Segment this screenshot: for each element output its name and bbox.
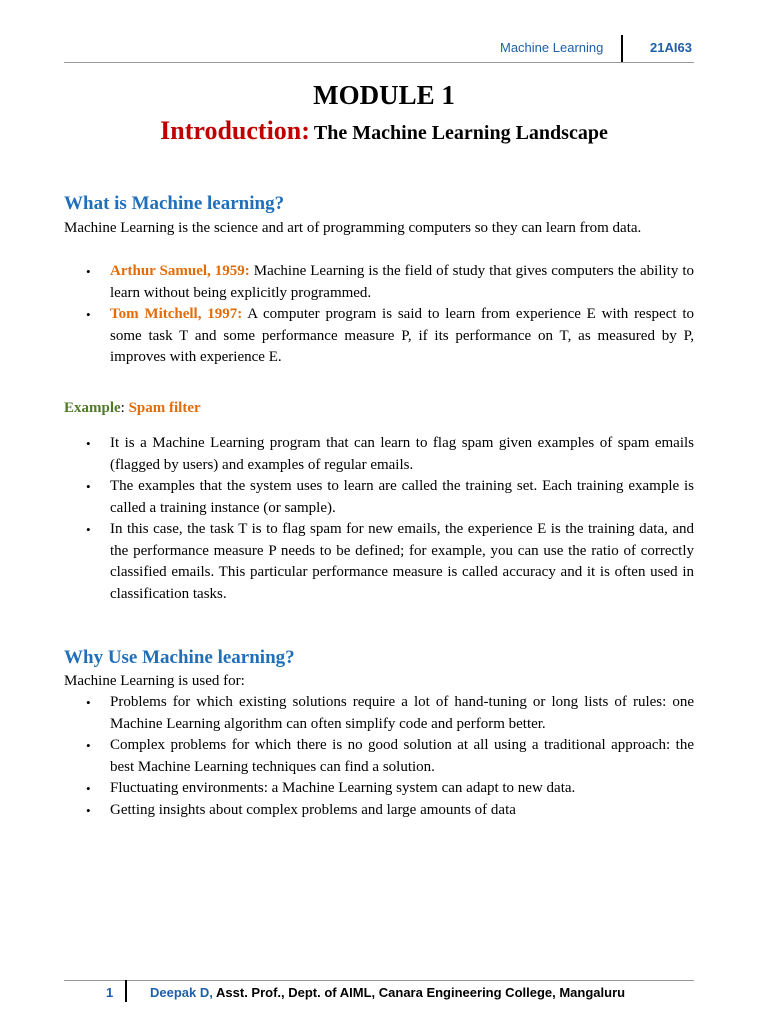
section-intro-paragraph: Machine Learning is the science and art of programming computers so they can learn from data. [64, 220, 642, 236]
example-separator: : [120, 400, 125, 416]
header-title: Machine Learning [500, 40, 604, 55]
section-heading-what-is-ml: What is Machine learning? [64, 193, 285, 214]
example-line [64, 400, 201, 417]
list-item [64, 433, 694, 476]
uses-list [64, 692, 694, 821]
header-course-code: 21AI63 [650, 40, 692, 55]
footer-rule [64, 980, 694, 981]
definition-text: A computer program is said to learn from experience E with respect to some task T and some performance measure P, if its performance on T, as measured by P, improves with experience E. [110, 306, 694, 365]
list-item [64, 261, 694, 304]
bullet-icon: • [86, 695, 91, 710]
footer-affiliation: Asst. Prof., Dept. of AIML, Canara Engineering College, Mangaluru [216, 985, 626, 1000]
list-item-text: Complex problems for which there is no good solution at all using a traditional approach: the best Machine Learning techniques can find a solution. [110, 737, 694, 775]
bullet-icon: • [86, 307, 91, 322]
definition-author: Arthur Samuel, 1959: [110, 263, 250, 279]
chapter-title-highlight: Introduction: [160, 116, 310, 145]
definition-author: Tom Mitchell, 1997: [110, 306, 243, 322]
list-item-text: In this case, the task T is to flag spam for new emails, the experience E is the training data, and the performance measure P needs to be defined; for example, you can use the ratio of correctly classified emails. This particular performance measure is called accuracy and it is often used in classification tasks. [110, 521, 694, 602]
chapter-title [0, 116, 768, 146]
page-header [0, 0, 768, 64]
definition-list [64, 261, 694, 369]
bullet-icon: • [86, 479, 91, 494]
example-list [64, 433, 694, 605]
page-number: 1 [106, 985, 114, 1000]
list-item-text: Problems for which existing solutions require a lot of hand-tuning or long lists of rules: one Machine Learning algorithm can often simplify code and perform better. [110, 694, 694, 732]
chapter-title-text: The Machine Learning Landscape [313, 122, 608, 144]
footer-divider [125, 980, 127, 1002]
bullet-icon: • [86, 802, 91, 818]
list-item [64, 476, 694, 519]
bullet-icon: • [86, 264, 91, 279]
example-label: Example [64, 400, 121, 416]
header-divider [621, 35, 623, 63]
footer-author-line [150, 985, 625, 1000]
list-item-text: It is a Machine Learning program that can learn to flag spam given examples of spam emails (flagged by users) and examples of regular emails. [110, 435, 694, 473]
bullet-icon: • [86, 781, 91, 796]
list-item [64, 519, 694, 605]
list-item-text: Fluctuating environments: a Machine Learning system can adapt to new data. [110, 780, 576, 796]
example-value: Spam filter [128, 400, 201, 416]
list-item [64, 778, 694, 800]
header-rule [64, 62, 694, 63]
footer-author: Deepak D, [150, 985, 213, 1000]
list-item [64, 304, 694, 369]
section-heading-why-use-ml: Why Use Machine learning? [64, 647, 295, 668]
list-item-text: The examples that the system uses to learn are called the training set. Each training example is called a training instance (or sample). [110, 478, 694, 516]
definition-text: Machine Learning is the field of study that gives computers the ability to learn without being explicitly programmed. [110, 263, 695, 301]
list-item [64, 735, 694, 778]
bullet-icon: • [86, 738, 91, 753]
list-item [64, 692, 694, 735]
list-item [64, 800, 694, 822]
section-intro-paragraph: Machine Learning is used for: [64, 673, 245, 689]
list-item-text: Getting insights about complex problems and large amounts of data [110, 801, 516, 818]
bullet-icon: • [86, 522, 91, 537]
bullet-icon: • [86, 436, 91, 451]
module-title: MODULE 1 [313, 80, 455, 110]
